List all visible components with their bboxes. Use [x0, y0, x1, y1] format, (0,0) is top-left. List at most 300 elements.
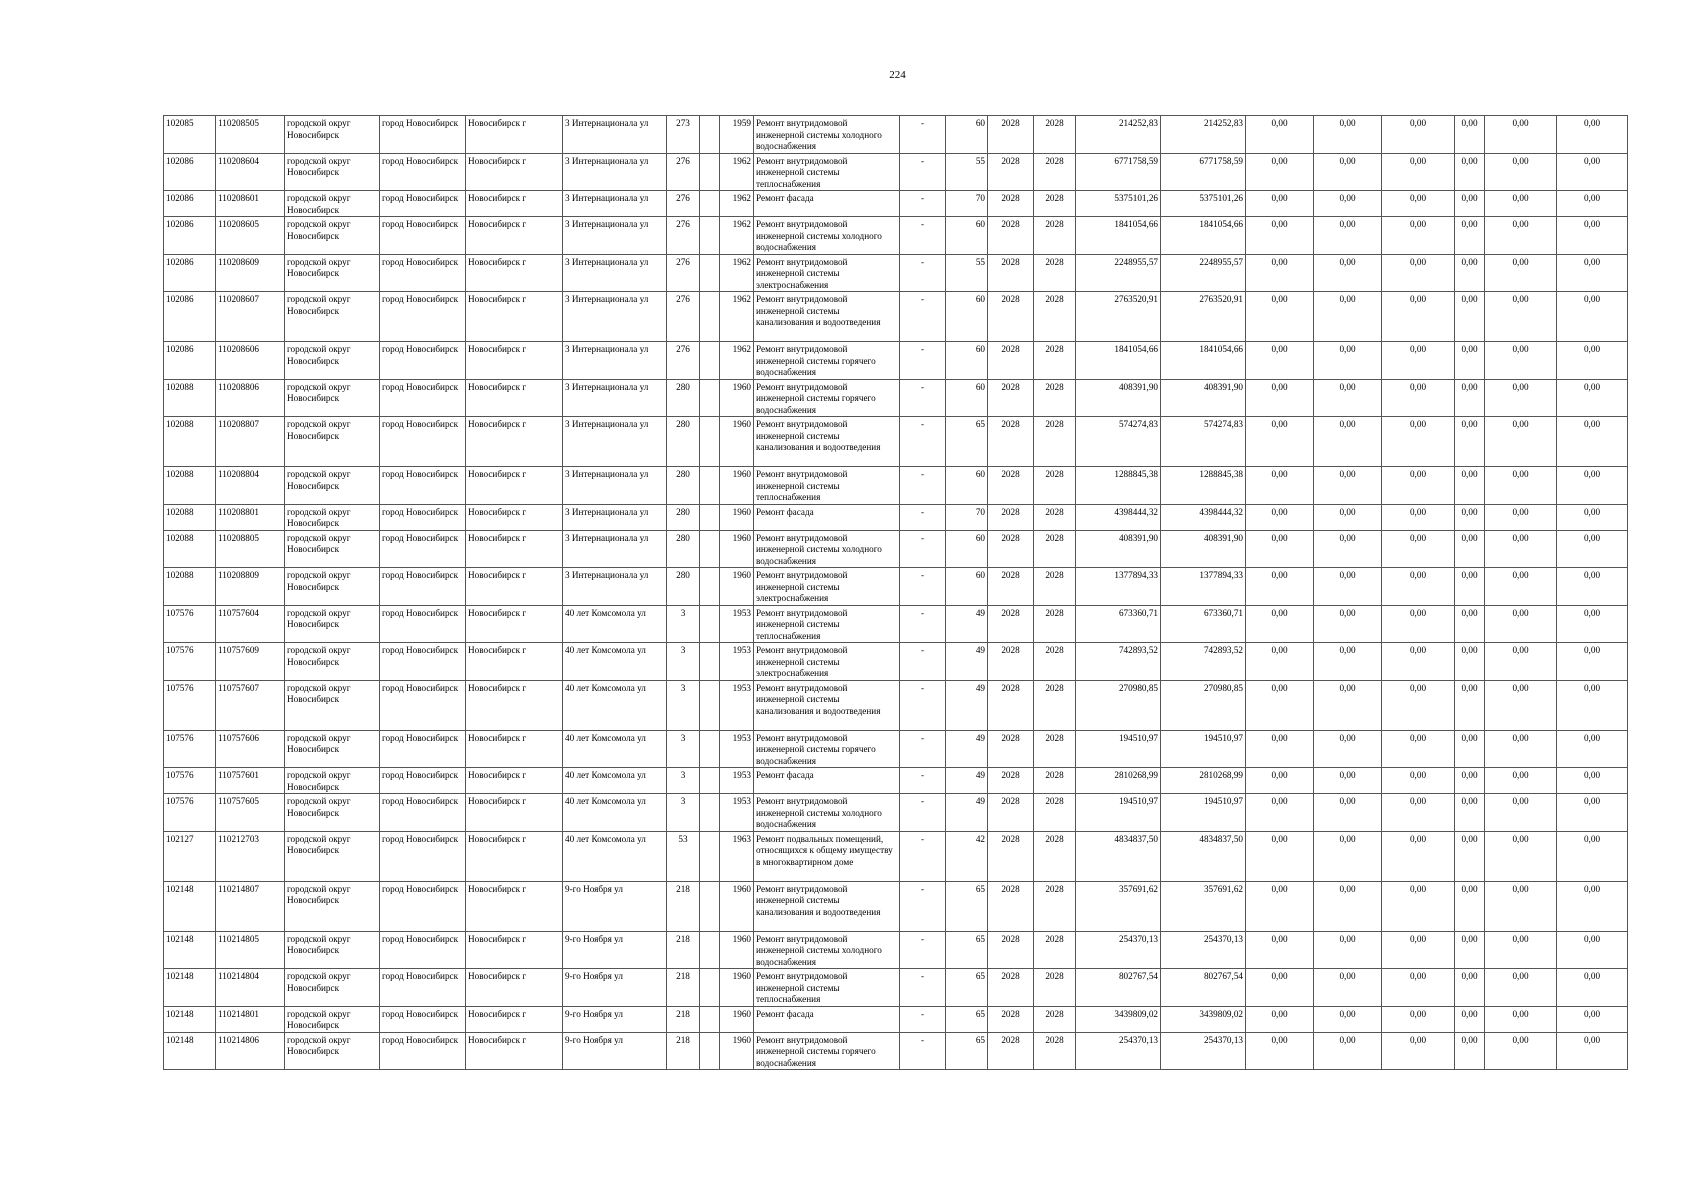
- locality-cell: Новосибирск г: [466, 568, 563, 606]
- work-code-cell: 110214806: [216, 1032, 285, 1070]
- street-cell: 40 лет Комсомола ул: [563, 680, 667, 730]
- table-row: [164, 730, 1628, 768]
- house-number-cell: 280: [667, 504, 700, 530]
- wear-percent-cell: 60: [946, 568, 988, 606]
- house-number-cell: 218: [667, 969, 700, 1007]
- municipal-district-cell: городской округ Новосибирск: [285, 116, 380, 154]
- amount-6-cell: 0,00: [1557, 254, 1628, 292]
- amount-6-cell: 0,00: [1557, 730, 1628, 768]
- wear-percent-cell: 60: [946, 217, 988, 255]
- locality-cell: Новосибирск г: [466, 191, 563, 217]
- wear-percent-cell: 42: [946, 831, 988, 881]
- total-cost-cell: 2763520,91: [1161, 292, 1246, 342]
- build-year-cell: 1960: [720, 530, 754, 568]
- amount-3-cell: 0,00: [1382, 530, 1455, 568]
- amount-6-cell: 0,00: [1557, 831, 1628, 881]
- amount-6-cell: 0,00: [1557, 467, 1628, 505]
- empty-cell-cell: [700, 217, 720, 255]
- work-type-cell: Ремонт внутридомовой инженерной системы горячего водоснабжения: [754, 342, 900, 380]
- work-type-cell: Ремонт внутридомовой инженерной системы канализования и водоотведения: [754, 680, 900, 730]
- amount-3-cell: 0,00: [1382, 730, 1455, 768]
- dash-cell-cell: -: [900, 417, 946, 467]
- dash-cell-cell: -: [900, 191, 946, 217]
- plan-year-start-cell: 2028: [988, 969, 1034, 1007]
- municipal-district-cell: городской округ Новосибирск: [285, 881, 380, 931]
- table-row: [164, 931, 1628, 969]
- settlement-cell: город Новосибирск: [380, 1032, 466, 1070]
- work-code-cell: 110757601: [216, 768, 285, 794]
- table-row: [164, 504, 1628, 530]
- amount-3-cell: 0,00: [1382, 969, 1455, 1007]
- total-cost-cell: 2248955,57: [1161, 254, 1246, 292]
- house-number-cell: 3: [667, 794, 700, 832]
- municipal-district-cell: городской округ Новосибирск: [285, 217, 380, 255]
- dash-cell-cell: -: [900, 680, 946, 730]
- empty-cell-cell: [700, 292, 720, 342]
- municipal-district-cell: городской округ Новосибирск: [285, 643, 380, 681]
- dash-cell-cell: -: [900, 153, 946, 191]
- amount-3-cell: 0,00: [1382, 467, 1455, 505]
- amount-3-cell: 0,00: [1382, 254, 1455, 292]
- amount-5-cell: 0,00: [1485, 931, 1557, 969]
- table-row: [164, 768, 1628, 794]
- settlement-cell: город Новосибирск: [380, 254, 466, 292]
- amount-4-cell: 0,00: [1455, 680, 1485, 730]
- amount-2-cell: 0,00: [1314, 153, 1382, 191]
- work-type-cell: Ремонт фасада: [754, 768, 900, 794]
- locality-cell: Новосибирск г: [466, 379, 563, 417]
- municipal-district-cell: городской округ Новосибирск: [285, 1032, 380, 1070]
- locality-cell: Новосибирск г: [466, 643, 563, 681]
- record-id-cell: 102086: [164, 254, 216, 292]
- table-row: [164, 292, 1628, 342]
- amount-5-cell: 0,00: [1485, 254, 1557, 292]
- amount-2-cell: 0,00: [1314, 969, 1382, 1007]
- locality-cell: Новосибирск г: [466, 504, 563, 530]
- amount-2-cell: 0,00: [1314, 217, 1382, 255]
- work-type-cell: Ремонт внутридомовой инженерной системы горячего водоснабжения: [754, 379, 900, 417]
- street-cell: 3 Интернационала ул: [563, 342, 667, 380]
- wear-percent-cell: 65: [946, 1006, 988, 1032]
- work-type-cell: Ремонт внутридомовой инженерной системы холодного водоснабжения: [754, 794, 900, 832]
- amount-1-cell: 0,00: [1246, 605, 1314, 643]
- amount-6-cell: 0,00: [1557, 605, 1628, 643]
- house-number-cell: 3: [667, 680, 700, 730]
- amount-6-cell: 0,00: [1557, 794, 1628, 832]
- amount-5-cell: 0,00: [1485, 417, 1557, 467]
- wear-percent-cell: 55: [946, 254, 988, 292]
- cost-cell: 742893,52: [1076, 643, 1161, 681]
- plan-year-end-cell: 2028: [1034, 643, 1076, 681]
- amount-6-cell: 0,00: [1557, 969, 1628, 1007]
- wear-percent-cell: 49: [946, 643, 988, 681]
- work-code-cell: 110757607: [216, 680, 285, 730]
- house-number-cell: 276: [667, 292, 700, 342]
- build-year-cell: 1953: [720, 643, 754, 681]
- work-type-cell: Ремонт фасада: [754, 1006, 900, 1032]
- municipal-district-cell: городской округ Новосибирск: [285, 794, 380, 832]
- work-type-cell: Ремонт внутридомовой инженерной системы электроснабжения: [754, 254, 900, 292]
- empty-cell-cell: [700, 504, 720, 530]
- locality-cell: Новосибирск г: [466, 881, 563, 931]
- plan-year-end-cell: 2028: [1034, 292, 1076, 342]
- municipal-district-cell: городской округ Новосибирск: [285, 768, 380, 794]
- amount-1-cell: 0,00: [1246, 568, 1314, 606]
- record-id-cell: 107576: [164, 643, 216, 681]
- amount-1-cell: 0,00: [1246, 153, 1314, 191]
- amount-5-cell: 0,00: [1485, 794, 1557, 832]
- street-cell: 40 лет Комсомола ул: [563, 730, 667, 768]
- municipal-district-cell: городской округ Новосибирск: [285, 153, 380, 191]
- work-type-cell: Ремонт внутридомовой инженерной системы канализования и водоотведения: [754, 417, 900, 467]
- amount-5-cell: 0,00: [1485, 1006, 1557, 1032]
- amount-4-cell: 0,00: [1455, 794, 1485, 832]
- amount-4-cell: 0,00: [1455, 605, 1485, 643]
- plan-year-end-cell: 2028: [1034, 831, 1076, 881]
- table-row: [164, 254, 1628, 292]
- build-year-cell: 1960: [720, 417, 754, 467]
- wear-percent-cell: 65: [946, 1032, 988, 1070]
- locality-cell: Новосибирск г: [466, 794, 563, 832]
- amount-5-cell: 0,00: [1485, 768, 1557, 794]
- cost-cell: 5375101,26: [1076, 191, 1161, 217]
- dash-cell-cell: -: [900, 643, 946, 681]
- dash-cell-cell: -: [900, 342, 946, 380]
- amount-6-cell: 0,00: [1557, 191, 1628, 217]
- amount-3-cell: 0,00: [1382, 794, 1455, 832]
- house-number-cell: 53: [667, 831, 700, 881]
- settlement-cell: город Новосибирск: [380, 292, 466, 342]
- settlement-cell: город Новосибирск: [380, 417, 466, 467]
- house-number-cell: 273: [667, 116, 700, 154]
- amount-4-cell: 0,00: [1455, 467, 1485, 505]
- empty-cell-cell: [700, 191, 720, 217]
- settlement-cell: город Новосибирск: [380, 191, 466, 217]
- settlement-cell: город Новосибирск: [380, 1006, 466, 1032]
- plan-year-start-cell: 2028: [988, 191, 1034, 217]
- plan-year-end-cell: 2028: [1034, 417, 1076, 467]
- total-cost-cell: 270980,85: [1161, 680, 1246, 730]
- street-cell: 3 Интернационала ул: [563, 116, 667, 154]
- settlement-cell: город Новосибирск: [380, 931, 466, 969]
- amount-1-cell: 0,00: [1246, 643, 1314, 681]
- amount-1-cell: 0,00: [1246, 831, 1314, 881]
- cost-cell: 673360,71: [1076, 605, 1161, 643]
- locality-cell: Новосибирск г: [466, 680, 563, 730]
- amount-2-cell: 0,00: [1314, 680, 1382, 730]
- empty-cell-cell: [700, 643, 720, 681]
- empty-cell-cell: [700, 605, 720, 643]
- work-code-cell: 110208809: [216, 568, 285, 606]
- street-cell: 3 Интернационала ул: [563, 504, 667, 530]
- amount-6-cell: 0,00: [1557, 153, 1628, 191]
- wear-percent-cell: 65: [946, 931, 988, 969]
- cost-cell: 254370,13: [1076, 931, 1161, 969]
- amount-3-cell: 0,00: [1382, 292, 1455, 342]
- amount-3-cell: 0,00: [1382, 342, 1455, 380]
- empty-cell-cell: [700, 467, 720, 505]
- amount-6-cell: 0,00: [1557, 342, 1628, 380]
- dash-cell-cell: -: [900, 831, 946, 881]
- record-id-cell: 102148: [164, 881, 216, 931]
- amount-2-cell: 0,00: [1314, 730, 1382, 768]
- amount-1-cell: 0,00: [1246, 217, 1314, 255]
- amount-1-cell: 0,00: [1246, 417, 1314, 467]
- plan-year-end-cell: 2028: [1034, 191, 1076, 217]
- dash-cell-cell: -: [900, 530, 946, 568]
- municipal-district-cell: городской округ Новосибирск: [285, 467, 380, 505]
- street-cell: 3 Интернационала ул: [563, 467, 667, 505]
- plan-year-end-cell: 2028: [1034, 568, 1076, 606]
- amount-2-cell: 0,00: [1314, 568, 1382, 606]
- build-year-cell: 1953: [720, 730, 754, 768]
- dash-cell-cell: -: [900, 254, 946, 292]
- street-cell: 3 Интернационала ул: [563, 379, 667, 417]
- work-type-cell: Ремонт внутридомовой инженерной системы электроснабжения: [754, 568, 900, 606]
- amount-6-cell: 0,00: [1557, 680, 1628, 730]
- plan-year-start-cell: 2028: [988, 254, 1034, 292]
- house-number-cell: 218: [667, 1032, 700, 1070]
- build-year-cell: 1962: [720, 292, 754, 342]
- municipal-district-cell: городской округ Новосибирск: [285, 191, 380, 217]
- amount-5-cell: 0,00: [1485, 116, 1557, 154]
- record-id-cell: 102088: [164, 568, 216, 606]
- municipal-district-cell: городской округ Новосибирск: [285, 1006, 380, 1032]
- plan-year-start-cell: 2028: [988, 342, 1034, 380]
- wear-percent-cell: 70: [946, 504, 988, 530]
- amount-3-cell: 0,00: [1382, 568, 1455, 606]
- cost-cell: 4398444,32: [1076, 504, 1161, 530]
- total-cost-cell: 408391,90: [1161, 379, 1246, 417]
- locality-cell: Новосибирск г: [466, 605, 563, 643]
- table-row: [164, 217, 1628, 255]
- empty-cell-cell: [700, 1032, 720, 1070]
- table-row: [164, 116, 1628, 154]
- work-code-cell: 110214801: [216, 1006, 285, 1032]
- empty-cell-cell: [700, 153, 720, 191]
- record-id-cell: 102086: [164, 153, 216, 191]
- amount-5-cell: 0,00: [1485, 831, 1557, 881]
- house-number-cell: 3: [667, 768, 700, 794]
- house-number-cell: 218: [667, 881, 700, 931]
- cost-cell: 214252,83: [1076, 116, 1161, 154]
- total-cost-cell: 194510,97: [1161, 730, 1246, 768]
- amount-1-cell: 0,00: [1246, 504, 1314, 530]
- record-id-cell: 107576: [164, 768, 216, 794]
- amount-2-cell: 0,00: [1314, 1032, 1382, 1070]
- amount-1-cell: 0,00: [1246, 969, 1314, 1007]
- empty-cell-cell: [700, 831, 720, 881]
- record-id-cell: 107576: [164, 730, 216, 768]
- cost-cell: 802767,54: [1076, 969, 1161, 1007]
- record-id-cell: 102085: [164, 116, 216, 154]
- cost-cell: 357691,62: [1076, 881, 1161, 931]
- locality-cell: Новосибирск г: [466, 292, 563, 342]
- amount-6-cell: 0,00: [1557, 417, 1628, 467]
- amount-1-cell: 0,00: [1246, 1006, 1314, 1032]
- total-cost-cell: 1377894,33: [1161, 568, 1246, 606]
- empty-cell-cell: [700, 794, 720, 832]
- work-code-cell: 110208601: [216, 191, 285, 217]
- plan-year-end-cell: 2028: [1034, 680, 1076, 730]
- plan-year-end-cell: 2028: [1034, 467, 1076, 505]
- cost-cell: 2763520,91: [1076, 292, 1161, 342]
- amount-5-cell: 0,00: [1485, 605, 1557, 643]
- amount-4-cell: 0,00: [1455, 217, 1485, 255]
- empty-cell-cell: [700, 342, 720, 380]
- work-code-cell: 110757606: [216, 730, 285, 768]
- street-cell: 3 Интернационала ул: [563, 417, 667, 467]
- street-cell: 9-го Ноября ул: [563, 1006, 667, 1032]
- table-row: [164, 605, 1628, 643]
- amount-1-cell: 0,00: [1246, 680, 1314, 730]
- amount-6-cell: 0,00: [1557, 768, 1628, 794]
- municipal-district-cell: городской округ Новосибирск: [285, 342, 380, 380]
- record-id-cell: 102088: [164, 467, 216, 505]
- amount-2-cell: 0,00: [1314, 504, 1382, 530]
- wear-percent-cell: 70: [946, 191, 988, 217]
- wear-percent-cell: 60: [946, 467, 988, 505]
- amount-1-cell: 0,00: [1246, 342, 1314, 380]
- amount-6-cell: 0,00: [1557, 931, 1628, 969]
- amount-6-cell: 0,00: [1557, 292, 1628, 342]
- record-id-cell: 107576: [164, 605, 216, 643]
- total-cost-cell: 2810268,99: [1161, 768, 1246, 794]
- amount-2-cell: 0,00: [1314, 794, 1382, 832]
- amount-4-cell: 0,00: [1455, 1006, 1485, 1032]
- amount-6-cell: 0,00: [1557, 568, 1628, 606]
- table-row: [164, 680, 1628, 730]
- locality-cell: Новосибирск г: [466, 254, 563, 292]
- total-cost-cell: 1841054,66: [1161, 217, 1246, 255]
- build-year-cell: 1960: [720, 1032, 754, 1070]
- table-row: [164, 530, 1628, 568]
- street-cell: 9-го Ноября ул: [563, 1032, 667, 1070]
- work-code-cell: 110214805: [216, 931, 285, 969]
- amount-4-cell: 0,00: [1455, 530, 1485, 568]
- street-cell: 3 Интернационала ул: [563, 530, 667, 568]
- amount-2-cell: 0,00: [1314, 292, 1382, 342]
- plan-year-end-cell: 2028: [1034, 116, 1076, 154]
- amount-5-cell: 0,00: [1485, 1032, 1557, 1070]
- table-row: [164, 969, 1628, 1007]
- build-year-cell: 1960: [720, 1006, 754, 1032]
- house-number-cell: 280: [667, 467, 700, 505]
- table-row: [164, 831, 1628, 881]
- plan-year-start-cell: 2028: [988, 1006, 1034, 1032]
- amount-3-cell: 0,00: [1382, 116, 1455, 154]
- amount-1-cell: 0,00: [1246, 467, 1314, 505]
- empty-cell-cell: [700, 680, 720, 730]
- record-id-cell: 107576: [164, 794, 216, 832]
- amount-5-cell: 0,00: [1485, 680, 1557, 730]
- record-id-cell: 102086: [164, 217, 216, 255]
- amount-3-cell: 0,00: [1382, 504, 1455, 530]
- total-cost-cell: 1288845,38: [1161, 467, 1246, 505]
- house-number-cell: 276: [667, 191, 700, 217]
- amount-2-cell: 0,00: [1314, 379, 1382, 417]
- amount-3-cell: 0,00: [1382, 931, 1455, 969]
- amount-4-cell: 0,00: [1455, 768, 1485, 794]
- wear-percent-cell: 60: [946, 292, 988, 342]
- record-id-cell: 102148: [164, 1006, 216, 1032]
- table-row: [164, 881, 1628, 931]
- build-year-cell: 1962: [720, 153, 754, 191]
- amount-5-cell: 0,00: [1485, 881, 1557, 931]
- municipal-district-cell: городской округ Новосибирск: [285, 417, 380, 467]
- work-type-cell: Ремонт внутридомовой инженерной системы теплоснабжения: [754, 969, 900, 1007]
- amount-5-cell: 0,00: [1485, 504, 1557, 530]
- build-year-cell: 1960: [720, 379, 754, 417]
- work-type-cell: Ремонт внутридомовой инженерной системы горячего водоснабжения: [754, 1032, 900, 1070]
- record-id-cell: 102086: [164, 342, 216, 380]
- amount-2-cell: 0,00: [1314, 931, 1382, 969]
- settlement-cell: город Новосибирск: [380, 342, 466, 380]
- plan-year-start-cell: 2028: [988, 768, 1034, 794]
- cost-cell: 408391,90: [1076, 379, 1161, 417]
- record-id-cell: 102088: [164, 530, 216, 568]
- settlement-cell: город Новосибирск: [380, 217, 466, 255]
- dash-cell-cell: -: [900, 1032, 946, 1070]
- amount-6-cell: 0,00: [1557, 217, 1628, 255]
- amount-5-cell: 0,00: [1485, 969, 1557, 1007]
- build-year-cell: 1960: [720, 467, 754, 505]
- amount-3-cell: 0,00: [1382, 1032, 1455, 1070]
- dash-cell-cell: -: [900, 467, 946, 505]
- plan-year-start-cell: 2028: [988, 568, 1034, 606]
- plan-year-start-cell: 2028: [988, 116, 1034, 154]
- amount-3-cell: 0,00: [1382, 1006, 1455, 1032]
- empty-cell-cell: [700, 881, 720, 931]
- street-cell: 40 лет Комсомола ул: [563, 605, 667, 643]
- plan-year-start-cell: 2028: [988, 379, 1034, 417]
- total-cost-cell: 194510,97: [1161, 794, 1246, 832]
- amount-3-cell: 0,00: [1382, 153, 1455, 191]
- municipal-district-cell: городской округ Новосибирск: [285, 254, 380, 292]
- amount-3-cell: 0,00: [1382, 831, 1455, 881]
- page-number: 224: [889, 69, 906, 81]
- amount-2-cell: 0,00: [1314, 831, 1382, 881]
- settlement-cell: город Новосибирск: [380, 153, 466, 191]
- build-year-cell: 1962: [720, 254, 754, 292]
- municipal-district-cell: городской округ Новосибирск: [285, 379, 380, 417]
- record-id-cell: 107576: [164, 680, 216, 730]
- table-body: [164, 116, 1628, 1070]
- work-code-cell: 110212703: [216, 831, 285, 881]
- amount-4-cell: 0,00: [1455, 417, 1485, 467]
- plan-year-end-cell: 2028: [1034, 1032, 1076, 1070]
- street-cell: 40 лет Комсомола ул: [563, 831, 667, 881]
- work-type-cell: Ремонт внутридомовой инженерной системы холодного водоснабжения: [754, 931, 900, 969]
- plan-year-start-cell: 2028: [988, 467, 1034, 505]
- table-row: [164, 643, 1628, 681]
- amount-3-cell: 0,00: [1382, 768, 1455, 794]
- street-cell: 9-го Ноября ул: [563, 969, 667, 1007]
- empty-cell-cell: [700, 379, 720, 417]
- record-id-cell: 102086: [164, 292, 216, 342]
- amount-2-cell: 0,00: [1314, 254, 1382, 292]
- house-number-cell: 218: [667, 931, 700, 969]
- total-cost-cell: 574274,83: [1161, 417, 1246, 467]
- locality-cell: Новосибирск г: [466, 831, 563, 881]
- municipal-district-cell: городской округ Новосибирск: [285, 730, 380, 768]
- amount-4-cell: 0,00: [1455, 568, 1485, 606]
- plan-year-end-cell: 2028: [1034, 969, 1076, 1007]
- amount-2-cell: 0,00: [1314, 191, 1382, 217]
- total-cost-cell: 673360,71: [1161, 605, 1246, 643]
- plan-year-end-cell: 2028: [1034, 881, 1076, 931]
- house-number-cell: 3: [667, 643, 700, 681]
